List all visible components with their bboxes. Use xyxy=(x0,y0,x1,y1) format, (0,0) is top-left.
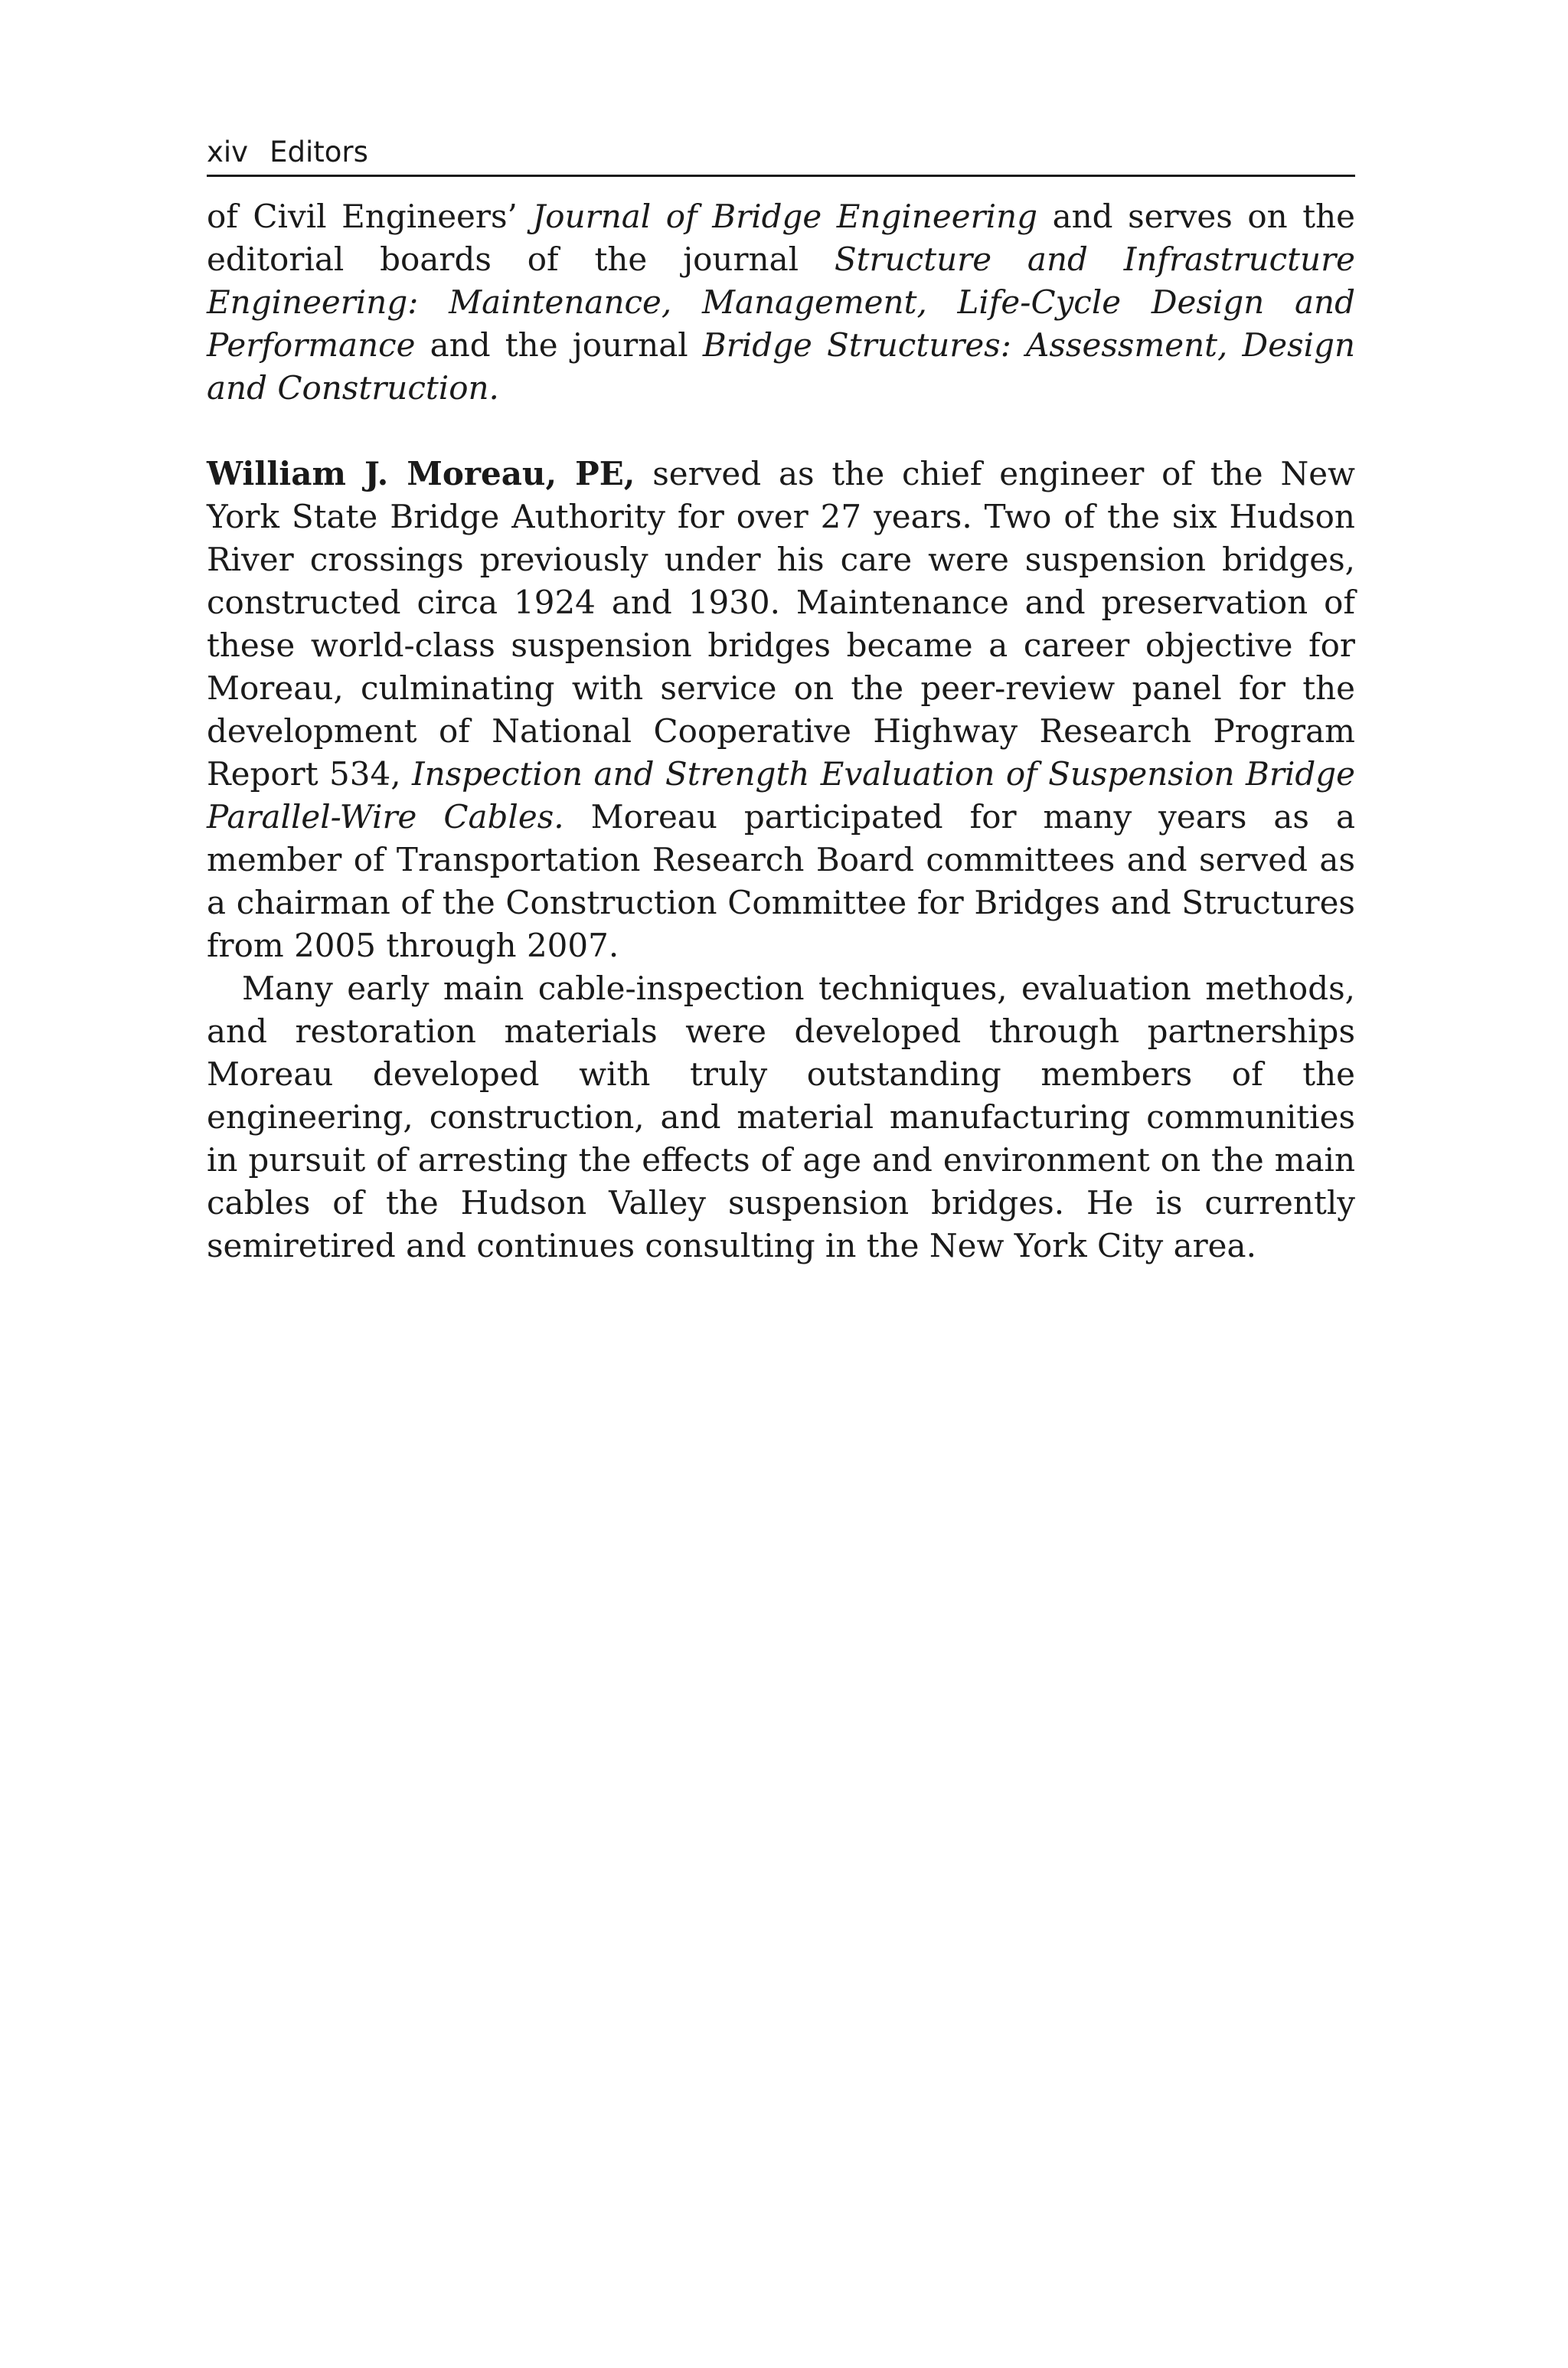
text-run: of Civil Engineers’ xyxy=(207,198,533,235)
editor-name: William J. Moreau, PE, xyxy=(207,455,635,492)
journal-title: Structure and Infrastructure Engineering: Maintenance, Management, Life-Cycle Design and Performance xyxy=(207,240,1355,364)
journal-title: Journal of Bridge Engineering xyxy=(532,198,1038,235)
section-title: Editors xyxy=(270,136,368,168)
text-run: and serves on the editorial boards of the journal xyxy=(207,198,1355,278)
paragraph-moreau-career xyxy=(207,967,1355,1267)
text-run: Moreau participated for many years as a member of Transportation Research Board committees and served as a chairman of the Construction Committee for Bridges and Structures from 2005 through 2007. xyxy=(207,798,1355,964)
journal-title: Bridge Structures: Assessment, Design and Construction. xyxy=(207,326,1355,407)
text-run: served as the chief engineer of the New York State Bridge Authority for over 27 years. Two of the six Hudson River crossings previously under his care were suspension bridges, constructed circa 1924 and 1930. Maintenance and preservation of these world-class suspension bridges became a career objective for Moreau, culminating with service on the peer-review panel for the development of National Cooperative Highway Research Program Report 534, xyxy=(207,455,1355,793)
book-page xyxy=(207,130,1355,1267)
body-text xyxy=(207,195,1355,1267)
text-run: Many early main cable-inspection techniques, evaluation methods, and restoration materials were developed through partnerships Moreau developed with truly outstanding members of the engineering, construction, and material manufacturing communities in pursuit of arresting the effects of age and environment on the main cables of the Hudson Valley suspension bridges. He is currently semiretired and continues consulting in the New York City area. xyxy=(207,970,1355,1264)
running-head xyxy=(207,130,1355,177)
paragraph-continued xyxy=(207,195,1355,410)
report-title: Inspection and Strength Evaluation of Suspension Bridge Parallel-Wire Cables. xyxy=(207,755,1355,836)
text-run: and the journal xyxy=(415,326,703,364)
paragraph-moreau-bio xyxy=(207,453,1355,967)
page-number: xiv xyxy=(207,136,249,168)
